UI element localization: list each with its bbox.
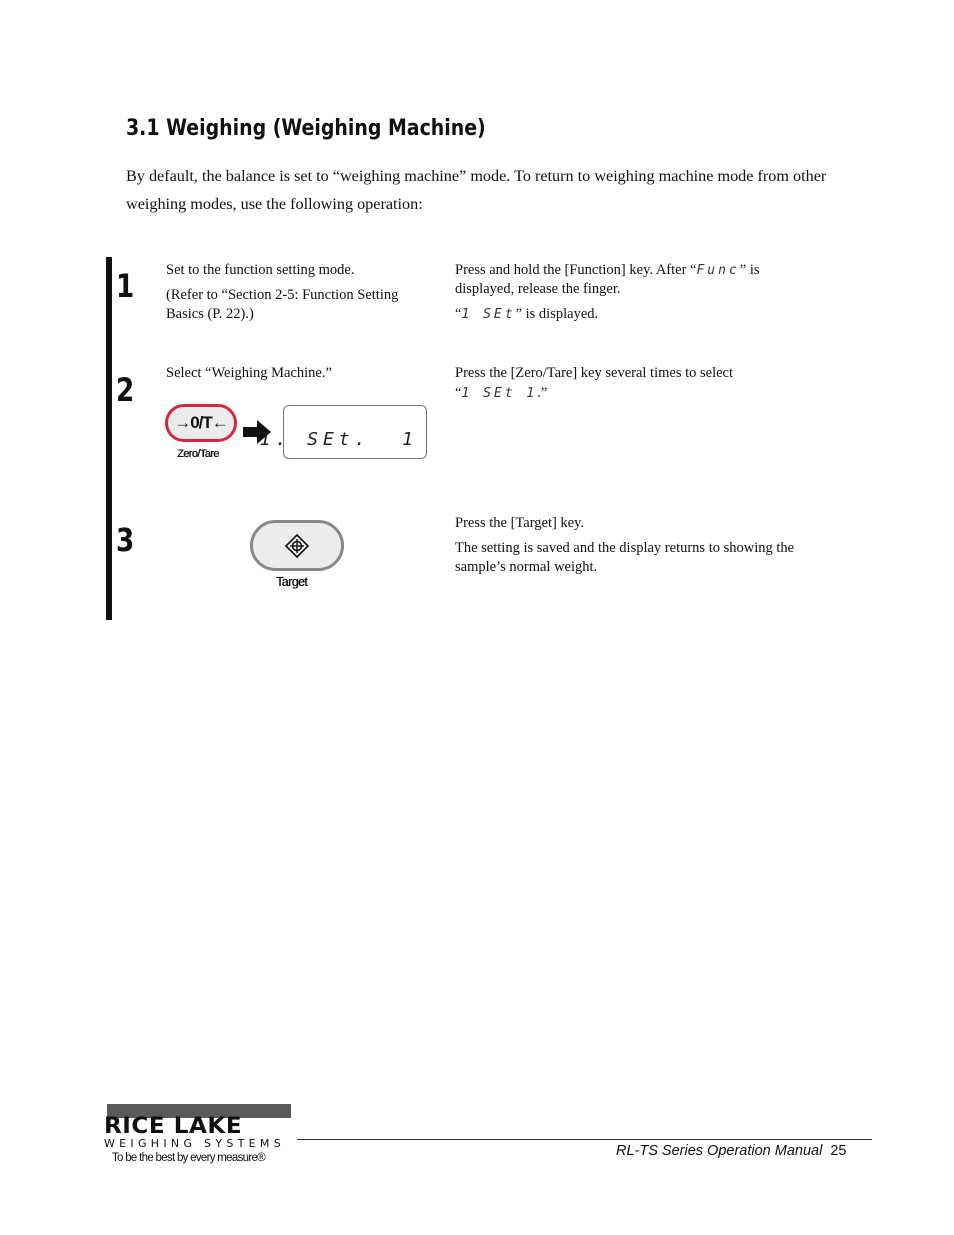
step-2-action-b-post: .” <box>537 385 548 401</box>
step-2-instruction <box>166 364 436 389</box>
step-1-action-a <box>455 261 805 299</box>
step-2-number: 2 <box>116 371 135 409</box>
step-3-action-b: The setting is saved and the display returns to showing the sample’s normal weight. <box>455 540 795 575</box>
target-key-label: Target <box>276 575 308 589</box>
section-heading: 3.1 Weighing (Weighing Machine) <box>126 116 486 141</box>
logo-name: RICE LAKE <box>104 1114 243 1139</box>
display-set-text: 1 SEt <box>461 307 516 322</box>
footer-page-number: 25 <box>830 1143 847 1159</box>
step-1-action-a-post: ” is displayed, release the finger. <box>455 262 760 297</box>
zero-tare-key-label: Zero/Tare <box>177 448 219 460</box>
zero-tare-key-glyph: →0/T← <box>174 413 228 432</box>
step-1-instruction <box>166 261 436 330</box>
step-3-action <box>455 514 835 583</box>
lcd-display <box>259 405 427 459</box>
step-2-action <box>455 364 805 409</box>
zero-tare-key[interactable] <box>165 404 237 442</box>
step-1-action-b-post: ” is displayed. <box>515 306 599 322</box>
step-3-number: 3 <box>116 521 135 559</box>
step-1-text-a: Set to the function setting mode. <box>166 262 355 278</box>
step-1-text-b: (Refer to “Section 2-5: Function Setting Basics (P. 22).) <box>166 287 399 322</box>
footer-manual-title: RL-TS Series Operation Manual <box>616 1143 823 1159</box>
target-crosshair-icon <box>285 534 309 558</box>
footer <box>616 1143 846 1159</box>
step-1-action <box>455 261 805 330</box>
display-set1-text: 1 SEt 1 <box>461 386 538 401</box>
lcd-display-text: 1. SEt. 1 <box>259 429 418 450</box>
step-1-action-b <box>455 305 805 324</box>
step-3-action-a: Press the [Target] key. <box>455 515 585 531</box>
step-1-action-a-pre: Press and hold the [Function] key. After “ <box>455 262 697 278</box>
step-1-action-b-pre: “ <box>455 306 462 322</box>
step-bar <box>106 257 112 620</box>
logo-subtitle: WEIGHING SYSTEMS <box>104 1137 285 1150</box>
step-1-number: 1 <box>116 267 135 305</box>
step-2-action-a: Press the [Zero/Tare] key several times to select <box>455 365 733 381</box>
display-func-text: Func <box>696 263 740 278</box>
step-2-action-b <box>455 384 805 403</box>
logo-tagline: To be the best by every measure® <box>112 1152 265 1164</box>
step-2-text: Select “Weighing Machine.” <box>166 365 332 381</box>
footer-rule <box>297 1139 872 1140</box>
step-2-action-b-pre: “ <box>455 385 462 401</box>
intro-paragraph: By default, the balance is set to “weighing machine” mode. To return to weighing machine mode from other weighing modes, use the following operation: <box>126 167 827 213</box>
target-key[interactable] <box>250 520 344 571</box>
